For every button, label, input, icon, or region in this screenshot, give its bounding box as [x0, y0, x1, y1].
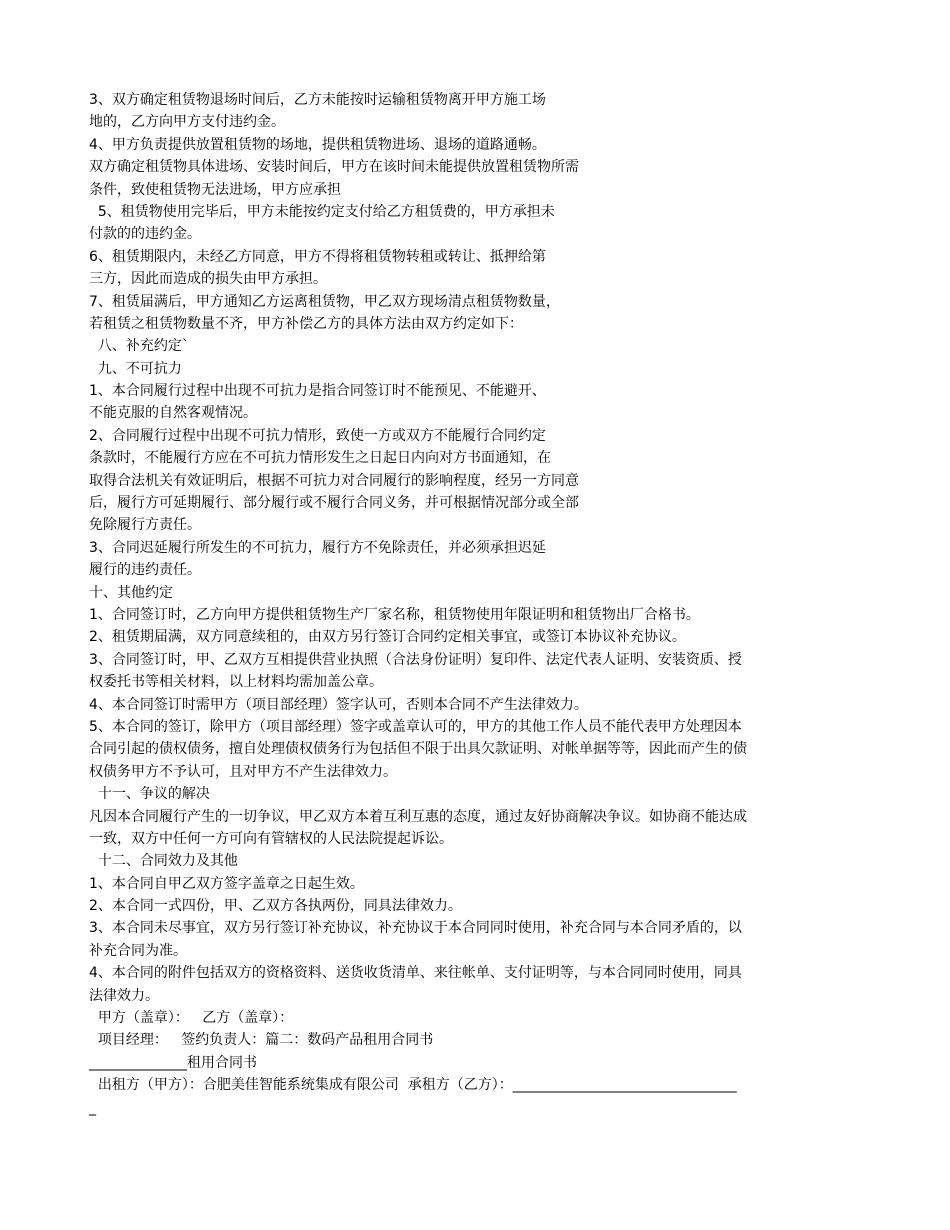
text-line: 2、合同履行过程中出现不可抗力情形，致使一方或双方不能履行合同约定	[89, 427, 546, 444]
text-line: 一致，双方中任何一方可向有管辖权的人民法院提起诉讼。	[89, 830, 453, 847]
text-line: 3、合同签订时，甲、乙双方互相提供营业执照（合法身份证明）复印件、法定代表人证明、安装资质、授	[89, 651, 742, 668]
text-line: 1、本合同自甲乙双方签字盖章之日起生效。	[89, 875, 364, 892]
text-line: 不能克服的自然客观情况。	[89, 405, 257, 422]
text-line: 合同引起的债权债务，擅自处理债权债务行为包括但不限于出具欠款证明、对帐单据等等，因此而产生的债	[89, 741, 747, 758]
text-line: 免除履行方责任。	[89, 517, 201, 534]
text-line: 6、租赁期限内，未经乙方同意，甲方不得将租赁物转租或转让、抵押给第	[89, 248, 546, 265]
text-line: 三方，因此而造成的损失由甲方承担。	[89, 271, 327, 288]
section-heading: 九、不可抗力	[89, 360, 182, 377]
text-line: 3、双方确定租赁物退场时间后，乙方未能按时运输租赁物离开甲方施工场	[89, 92, 546, 108]
signature-line: 甲方（盖章）： 乙方（盖章）：	[89, 1010, 294, 1027]
text-line: 7、租赁届满后，甲方通知乙方运离租赁物，甲乙双方现场清点租赁物数量，	[89, 293, 560, 310]
signature-line: 项目经理： 签约负责人：篇二：数码产品租用合同书	[89, 1032, 434, 1049]
text-line: 取得合法机关有效证明后，根据不可抗力对合同履行的影响程度，经另一方同意	[89, 472, 579, 489]
text-line: 履行的违约责任。	[89, 562, 201, 579]
document-title-line: ______________租用合同书	[89, 1054, 257, 1071]
text-line: 权委托书等相关材料，以上材料均需加盖公章。	[89, 674, 383, 691]
text-line: 5、本合同的签订，除甲方（项目部经理）签字或盖章认可的，甲方的其他工作人员不能代表甲方处理因本	[89, 718, 742, 735]
text-line: _	[89, 1099, 96, 1116]
text-line: 2、本合同一式四份，甲、乙双方各执两份，同具法律效力。	[89, 898, 462, 915]
section-heading: 十二、合同效力及其他	[89, 853, 238, 870]
text-line: 凡因本合同履行产生的一切争议，甲乙双方本着互利互惠的态度，通过友好协商解决争议。如协商不能达成	[89, 808, 747, 825]
text-line: 条件，致使租赁物无法进场，甲方应承担	[89, 181, 341, 198]
section-heading: 十、其他约定	[89, 584, 173, 601]
document-page	[89, 89, 869, 1119]
text-line: 条款时，不能履行方应在不可抗力情形发生之日起日内向对方书面通知，在	[89, 450, 551, 467]
text-line: 5、租赁物使用完毕后，甲方未能按约定支付给乙方租赁费的，甲方承担未	[89, 203, 555, 220]
text-line: 后，履行方可延期履行、部分履行或不履行合同义务，并可根据情况部分或全部	[89, 495, 579, 512]
text-line: 3、合同迟延履行所发生的不可抗力，履行方不免除责任，并必须承担迟延	[89, 539, 546, 556]
text-line: 2、租赁期届满，双方同意续租的，由双方另行签订合同约定相关事宜，或签订本协议补充协议。	[89, 629, 686, 646]
text-line: 地的，乙方向甲方支付违约金。	[89, 114, 285, 131]
text-line: 补充合同为准。	[89, 942, 187, 959]
text-line: 付款的的违约金。	[89, 226, 201, 243]
text-line: 4、甲方负责提供放置租赁物的场地，提供租赁物进场、退场的道路通畅。	[89, 136, 546, 153]
text-line: 1、合同签订时，乙方向甲方提供租赁物生产厂家名称，租赁物使用年限证明和租赁物出厂合格书。	[89, 606, 700, 623]
text-line: 若租赁之租赁物数量不齐，甲方补偿乙方的具体方法由双方约定如下：	[89, 315, 523, 332]
section-heading: 十一、争议的解决	[89, 786, 210, 803]
text-line: 4、本合同签订时需甲方（项目部经理）签字认可，否则本合同不产生法律效力。	[89, 696, 588, 713]
text-line: 法律效力。	[89, 987, 159, 1004]
text-line: 4、本合同的附件包括双方的资格资料、送货收货清单、来往帐单、支付证明等，与本合同同时使用，同具	[89, 965, 742, 982]
party-line: 出租方（甲方）：合肥美佳智能系统集成有限公司 承租方（乙方）：________________________________	[89, 1077, 737, 1094]
text-line: 双方确定租赁物具体进场、安装时间后，甲方在该时间未能提供放置租赁物所需	[89, 159, 579, 176]
text-line: 权债务甲方不予认可，且对甲方不产生法律效力。	[89, 763, 397, 780]
text-line: 3、本合同未尽事宜，双方另行签订补充协议，补充协议于本合同同时使用，补充合同与本合同矛盾的，以	[89, 920, 742, 937]
text-line: 1、本合同履行过程中出现不可抗力是指合同签订时不能预见、不能避开、	[89, 383, 546, 400]
section-heading: 八、补充约定`	[89, 338, 189, 355]
